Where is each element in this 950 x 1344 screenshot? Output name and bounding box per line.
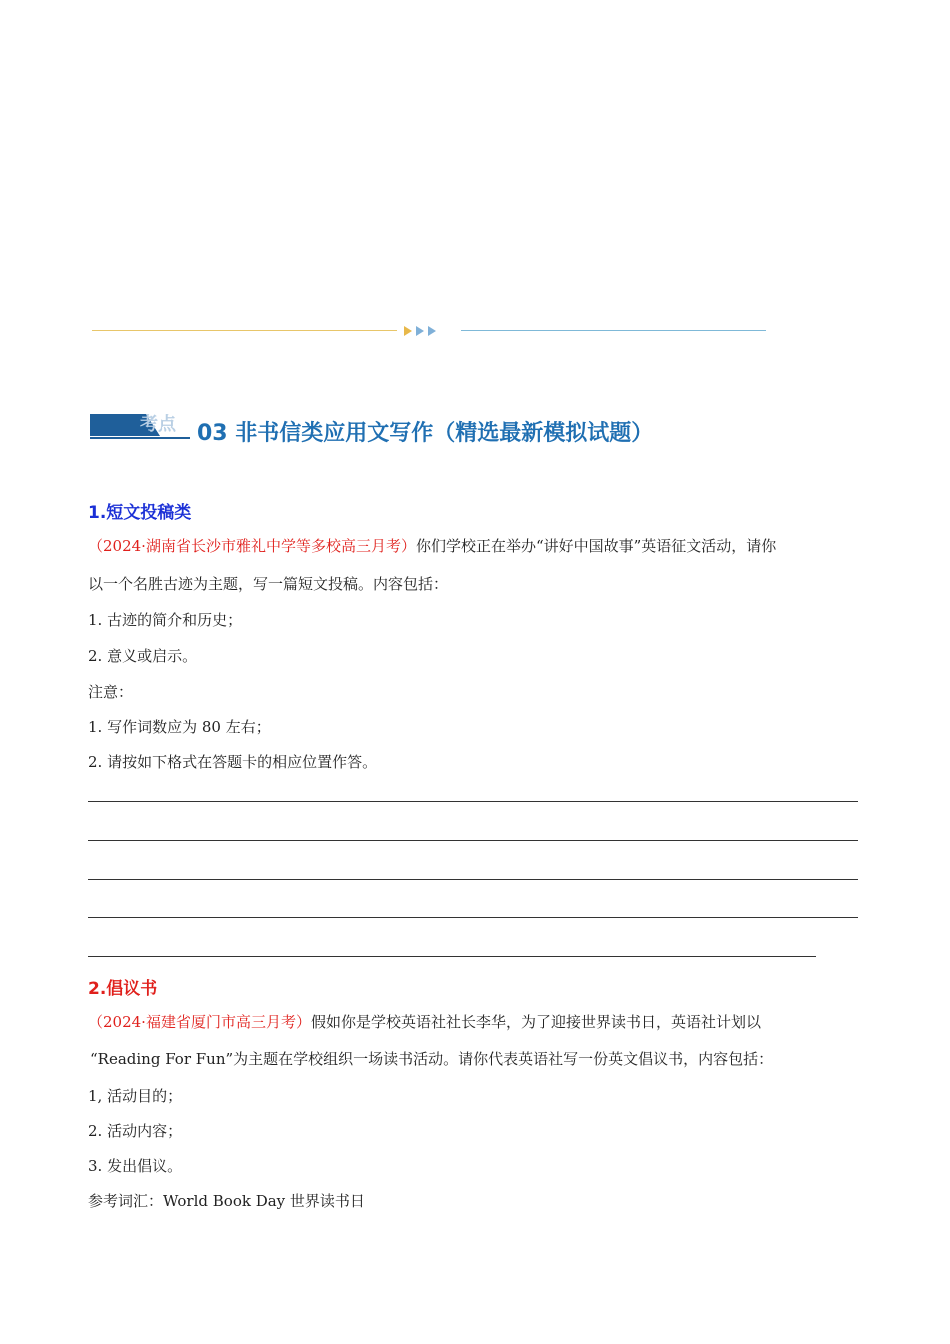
answer-line (88, 879, 858, 880)
q1-source: （2024·湖南省长沙市雅礼中学等多校高三月考） (88, 537, 416, 555)
answer-line (88, 801, 858, 802)
divider-line-right (461, 330, 766, 331)
q2-title: 2.倡议书 (88, 979, 158, 999)
q2-prompt-text: 假如你是学校英语社社长李华，为了迎接世界读书日，英语社计划以 (310, 1013, 761, 1031)
q1-note-1: 1. 写作词数应为 80 左右； (88, 718, 271, 736)
divider-line-left (92, 330, 397, 331)
section-heading (90, 408, 890, 448)
answer-line (88, 917, 858, 918)
q2-item-1: 1, 活动目的； (88, 1087, 183, 1105)
q2-prompt-line2: “Reading For Fun”为主题在学校组织一场读书活动。请你代表英语社写一份英文倡议书，内容包括： (90, 1050, 774, 1068)
q1-note-2: 2. 请按如下格式在答题卡的相应位置作答。 (88, 753, 378, 771)
q1-title: 1.短文投稿类 (88, 503, 192, 523)
badge-label: 考点 (140, 414, 176, 435)
answer-line (88, 840, 858, 841)
q1-prompt-line2: 以一个名胜古迹为主题，写一篇短文投稿。内容包括： (88, 575, 449, 593)
q1-item-2: 2. 意义或启示。 (88, 647, 198, 665)
decorative-divider (92, 322, 766, 340)
q1-item-1: 1. 古迹的简介和历史； (88, 611, 243, 629)
arrow-icon (402, 322, 442, 340)
q1-prompt-line1 (88, 536, 776, 556)
q2-item-3: 3. 发出倡议。 (88, 1157, 183, 1175)
q2-item-2: 2. 活动内容； (88, 1122, 183, 1140)
kaodian-badge (90, 410, 190, 440)
q2-source: （2024·福建省厦门市高三月考） (88, 1013, 311, 1031)
q1-prompt-text: 你们学校正在举办“讲好中国故事”英语征文活动，请你 (415, 537, 777, 555)
q2-reference-vocab: 参考词汇：World Book Day 世界读书日 (88, 1192, 365, 1210)
q2-prompt-line1 (88, 1012, 761, 1032)
q1-note-label: 注意： (88, 683, 134, 701)
section-title: 03 非书信类应用文写作（精选最新模拟试题） (197, 421, 654, 446)
answer-line (88, 956, 816, 957)
